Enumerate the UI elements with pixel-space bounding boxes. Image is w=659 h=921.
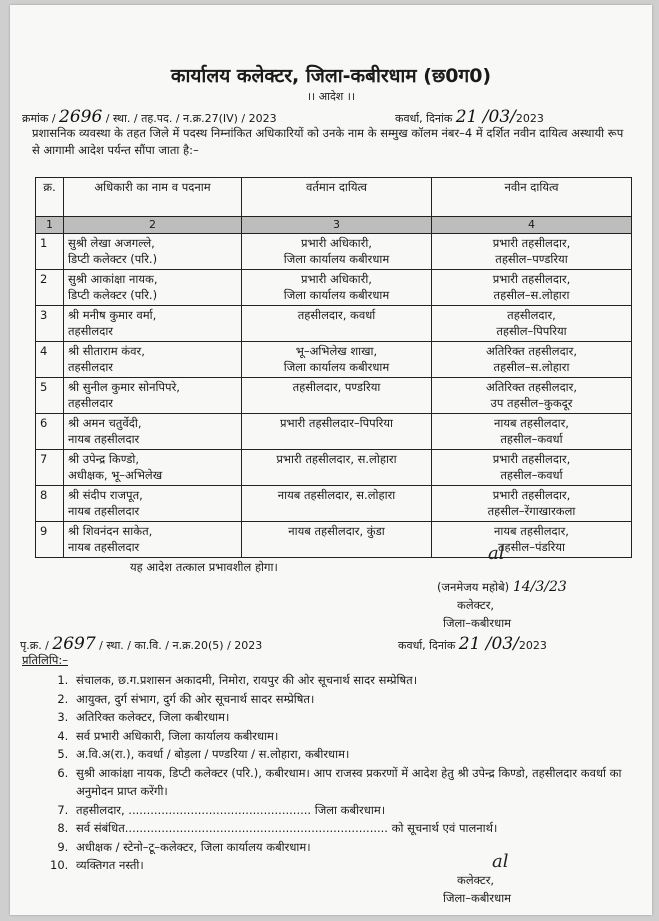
signature-2-district: जिला–कबीरधाम — [443, 891, 512, 905]
serial-cell-line: 8 — [40, 488, 48, 502]
current-duty-cell-line: प्रभारी तहसीलदार, स.लोहारा — [276, 452, 397, 466]
current-duty-cell — [242, 306, 432, 342]
signature-2-designation: कलेक्टर, — [457, 873, 495, 887]
endorse-date-year: 2023 — [518, 639, 547, 652]
serial-cell-line: 1 — [40, 236, 48, 250]
endorse-date-handwritten: 21 /03/ — [458, 634, 519, 654]
copy-list-item: 10. व्यक्तिगत नस्ती। — [72, 856, 652, 875]
transfer-table — [35, 177, 632, 558]
order-number-handwritten: 2696 — [59, 107, 103, 127]
endorse-ref-prefix: पृ.क्र. / — [20, 639, 49, 652]
officer-cell-line: तहसीलदार — [68, 396, 113, 410]
endorse-ref-suffix: / स्था. / का.वि. / न.क्र.20(5) / 2023 — [99, 639, 263, 652]
copy-list-item: 9. अधीक्षक / स्टेनो–टू–कलेक्टर, जिला कार्यालय कबीरधाम। — [72, 838, 652, 857]
new-duty-cell — [432, 522, 632, 558]
new-duty-cell-line: अतिरिक्त तहसीलदार, — [485, 380, 578, 394]
new-duty-cell-line: तहसील–पंडरिया — [498, 540, 565, 554]
serial-cell — [36, 414, 64, 450]
new-duty-cell-line: तहसील–स.लोहारा — [493, 360, 570, 374]
col-number: 1 — [36, 217, 64, 234]
officer-cell-line: तहसीलदार — [68, 324, 113, 338]
endorse-date-label: कवर्धा, दिनांक — [398, 639, 456, 652]
new-duty-cell — [432, 486, 632, 522]
new-duty-cell-line: तहसील–कवर्धा — [500, 432, 563, 446]
endorsement-date — [398, 634, 547, 654]
serial-cell — [36, 522, 64, 558]
officer-cell — [64, 270, 242, 306]
new-duty-cell — [432, 342, 632, 378]
copy-list-item: 2. आयुक्त, दुर्ग संभाग, दुर्ग की ओर सूचनार्थ सादर सम्प्रेषित। — [72, 690, 652, 709]
serial-cell — [36, 450, 64, 486]
copy-list — [24, 671, 652, 875]
serial-cell-line: 7 — [40, 452, 48, 466]
table-row — [36, 414, 632, 450]
serial-cell — [36, 486, 64, 522]
serial-cell-line: 5 — [40, 380, 48, 394]
new-duty-cell-line: तहसील–स.लोहारा — [493, 288, 570, 302]
new-duty-cell — [432, 270, 632, 306]
current-duty-cell — [242, 378, 432, 414]
copy-list-item: 1. संचालक, छ.ग.प्रशासन अकादमी, निमोरा, रायपुर की ओर सूचनार्थ सादर सम्प्रेषित। — [72, 671, 652, 690]
officer-cell-line: डिप्टी कलेक्टर (परि.) — [68, 252, 158, 266]
new-duty-cell-line: तहसील–पण्डरिया — [495, 252, 568, 266]
col-number: 3 — [242, 217, 432, 234]
current-duty-cell — [242, 342, 432, 378]
new-duty-cell-line: उप तहसील–कुकदूर — [490, 396, 573, 410]
new-duty-cell-line: प्रभारी तहसीलदार, — [492, 272, 571, 286]
new-duty-cell-line: तहसील–पिपरिया — [496, 324, 567, 338]
signature-1-designation: कलेक्टर, — [457, 598, 495, 612]
current-duty-cell — [242, 414, 432, 450]
order-date-year: 2023 — [515, 112, 544, 125]
officer-cell-line: अधीक्षक, भू–अभिलेख — [68, 468, 163, 482]
serial-cell-line: 9 — [40, 524, 48, 538]
officer-cell-line: श्री अमन चतुर्वेदी, — [68, 416, 142, 430]
new-duty-cell-line: प्रभारी तहसीलदार, — [492, 452, 571, 466]
officer-cell-line: नायब तहसीलदार — [68, 432, 140, 446]
endorsement-reference — [20, 634, 262, 654]
table-row — [36, 486, 632, 522]
current-duty-cell-line: भू–अभिलेख शाखा, — [295, 344, 378, 358]
signatory-name: (जनमेजय महोबे) — [437, 580, 510, 594]
officer-cell-line: श्री मनीष कुमार वर्मा, — [68, 308, 157, 322]
serial-cell — [36, 342, 64, 378]
signature-1: al — [488, 543, 505, 564]
copy-label: प्रतिलिपि:– — [22, 653, 68, 667]
officer-cell-line: श्री उपेन्द्र किण्डो, — [68, 452, 139, 466]
officer-cell-line: नायब तहसीलदार — [68, 504, 140, 518]
current-duty-cell — [242, 450, 432, 486]
new-duty-cell-line: नायब तहसीलदार, — [494, 416, 569, 430]
current-duty-cell-line: नायब तहसीलदार, स.लोहारा — [277, 488, 396, 502]
serial-cell-line: 6 — [40, 416, 48, 430]
endorse-number-handwritten: 2697 — [52, 634, 96, 654]
order-ref-prefix: क्रमांक / — [22, 112, 56, 125]
new-duty-cell — [432, 378, 632, 414]
copy-list-item: 6. सुश्री आकांक्षा नायक, डिप्टी कलेक्टर (परि.), कबीरधाम। आप राजस्व प्रकरणों में आदेश हेतु श्री उपेन्द्र किण्डो, तहसीलदार कवर्धा का अनुमोदन प्राप्त करेंगी। — [72, 764, 652, 801]
new-duty-cell-line: अतिरिक्त तहसीलदार, — [485, 344, 578, 358]
current-duty-cell — [242, 234, 432, 270]
serial-cell — [36, 378, 64, 414]
header-current: वर्तमान दायित्व — [242, 178, 432, 217]
new-duty-cell-line: प्रभारी तहसीलदार, — [492, 236, 571, 250]
officer-cell — [64, 234, 242, 270]
col-number: 4 — [432, 217, 632, 234]
serial-cell — [36, 234, 64, 270]
copy-list-item: 4. सर्व प्रभारी अधिकारी, जिला कार्यालय कबीरधाम। — [72, 727, 652, 746]
current-duty-cell-line: तहसीलदार, कवर्धा — [297, 308, 376, 322]
serial-cell-line: 2 — [40, 272, 48, 286]
signature-1-district: जिला–कबीरधाम — [443, 616, 512, 630]
table-header-row — [36, 178, 632, 217]
serial-cell — [36, 306, 64, 342]
order-date-label: कवर्धा, दिनांक — [395, 112, 453, 125]
current-duty-cell-line: प्रभारी अधिकारी, — [301, 272, 372, 286]
order-date-handwritten: 21 /03/ — [455, 107, 516, 127]
officer-cell-line: डिप्टी कलेक्टर (परि.) — [68, 288, 158, 302]
header-new: नवीन दायित्व — [432, 178, 632, 217]
new-duty-cell — [432, 450, 632, 486]
new-duty-cell-line: तहसील–रेंगाखारकला — [487, 504, 576, 518]
current-duty-cell — [242, 486, 432, 522]
new-duty-cell — [432, 306, 632, 342]
table-row — [36, 378, 632, 414]
current-duty-cell-line: नायब तहसीलदार, कुंडा — [288, 524, 385, 538]
order-reference — [22, 107, 277, 127]
current-duty-cell-line: जिला कार्यालय कबीरधाम — [283, 252, 390, 266]
serial-cell-line: 4 — [40, 344, 48, 358]
current-duty-cell-line: जिला कार्यालय कबीरधाम — [283, 360, 390, 374]
officer-cell-line: श्री सीताराम कंवर, — [68, 344, 145, 358]
copy-list-item: 3. अतिरिक्त कलेक्टर, जिला कबीरधाम। — [72, 708, 652, 727]
new-duty-cell-line: तहसीलदार, — [507, 308, 556, 322]
new-duty-cell — [432, 234, 632, 270]
header-name: अधिकारी का नाम व पदनाम — [64, 178, 242, 217]
officer-cell — [64, 486, 242, 522]
current-duty-cell-line: जिला कार्यालय कबीरधाम — [283, 288, 390, 302]
header-serial: क्र. — [36, 178, 64, 217]
new-duty-cell-line: प्रभारी तहसीलदार, — [492, 488, 571, 502]
new-duty-cell-line: तहसील–कवर्धा — [500, 468, 563, 482]
signature-2: al — [492, 851, 509, 872]
officer-cell — [64, 450, 242, 486]
officer-cell — [64, 522, 242, 558]
current-duty-cell-line: प्रभारी तहसीलदार–पिपरिया — [279, 416, 394, 430]
new-duty-cell — [432, 414, 632, 450]
copy-list-item: 7. तहसीलदार, .................................................. जिला कबीरधाम। — [72, 801, 652, 820]
copy-list-item: 5. अ.वि.अ(रा.), कवर्धा / बोड़ला / पण्डरिया / स.लोहारा, कबीरधाम। — [72, 745, 652, 764]
signature-1-name — [437, 579, 567, 595]
current-duty-cell — [242, 270, 432, 306]
table-row — [36, 270, 632, 306]
signature-1-date-handwritten: 14/3/23 — [512, 579, 567, 595]
table-row — [36, 450, 632, 486]
effect-statement: यह आदेश तत्काल प्रभावशील होगा। — [130, 560, 278, 574]
officer-cell-line: सुश्री लेखा अजगल्ले, — [68, 236, 155, 250]
officer-cell-line: श्री संदीप राजपूत, — [68, 488, 143, 502]
order-date — [395, 107, 544, 127]
officer-cell-line: नायब तहसीलदार — [68, 540, 140, 554]
officer-cell-line: सुश्री आकांक्षा नायक, — [68, 272, 158, 286]
table-row — [36, 342, 632, 378]
copy-list-item: 8. सर्व संबंधित........................................................................ को सूचनार्थ एवं पालनार्थ। — [72, 819, 652, 838]
table-row — [36, 234, 632, 270]
officer-cell — [64, 342, 242, 378]
table-row — [36, 522, 632, 558]
officer-cell — [64, 414, 242, 450]
current-duty-cell-line: तहसीलदार, पण्डरिया — [292, 380, 381, 394]
officer-cell-line: श्री शिवनंदन साकेत, — [68, 524, 153, 538]
column-number-row — [36, 217, 632, 234]
officer-cell-line: तहसीलदार — [68, 360, 113, 374]
current-duty-cell — [242, 522, 432, 558]
serial-cell-line: 3 — [40, 308, 48, 322]
officer-cell — [64, 306, 242, 342]
officer-cell — [64, 378, 242, 414]
order-label: ।। आदेश ।। — [306, 90, 356, 103]
intro-paragraph: प्रशासनिक व्यवस्था के तहत जिले में पदस्थ निम्नांकित अधिकारियों को उनके नाम के सम्मुख कॉलम नंबर–4 में दर्शित नवीन दायित्व अस्थायी रूप से आगामी आदेश पर्यन्त सौंपा जाता है:– — [32, 126, 624, 157]
document-page — [10, 5, 652, 915]
current-duty-cell-line: प्रभारी अधिकारी, — [301, 236, 372, 250]
col-number: 2 — [64, 217, 242, 234]
serial-cell — [36, 270, 64, 306]
new-duty-cell-line: नायब तहसीलदार, — [494, 524, 569, 538]
officer-cell-line: श्री सुनील कुमार सोनपिपरे, — [68, 380, 180, 394]
order-ref-suffix: / स्था. / तह.पद. / न.क्र.27(IV) / 2023 — [105, 112, 277, 125]
office-title: कार्यालय कलेक्टर, जिला-कबीरधाम (छ0ग0) — [170, 65, 492, 87]
table-row — [36, 306, 632, 342]
